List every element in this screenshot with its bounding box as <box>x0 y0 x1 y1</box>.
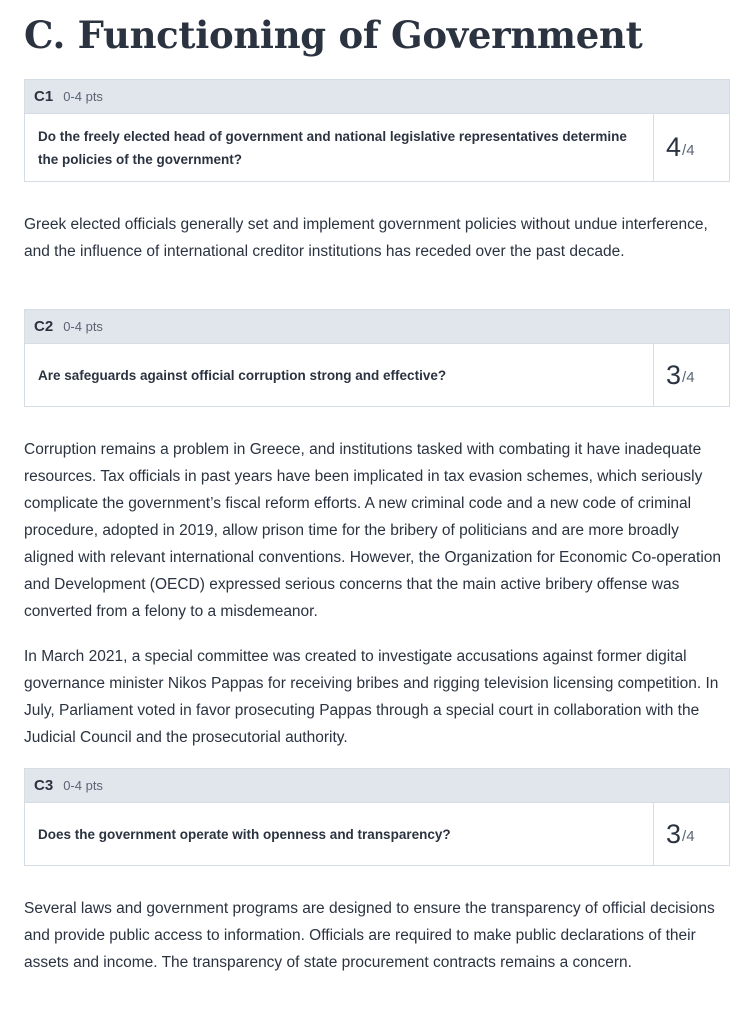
indicator-question: Are safeguards against official corruption strong and effective? <box>25 344 654 406</box>
indicator-c1 <box>24 79 730 182</box>
indicator-points: 0-4 pts <box>63 778 103 793</box>
indicator-c1-paragraph: Greek elected officials generally set and implement government policies without undue interference, and the influence of international creditor institutions has receded over the past decade. <box>24 216 708 260</box>
indicator-code: C2 <box>34 318 54 335</box>
score-max: /4 <box>682 141 695 159</box>
indicator-c2 <box>24 309 730 407</box>
indicator-header <box>25 310 729 343</box>
indicator-points: 0-4 pts <box>63 319 103 334</box>
indicator-c3-paragraph: Several laws and government programs are designed to ensure the transparency of official decisions and provide public access to information. Officials are required to make public declarations of their assets and income. The transparency of state procurement contracts remains a concern. <box>24 900 715 971</box>
indicator-body <box>25 113 729 181</box>
indicator-c3 <box>24 768 730 866</box>
indicator-header <box>25 80 729 113</box>
indicator-body <box>25 343 729 406</box>
indicator-body <box>25 802 729 865</box>
indicator-score <box>654 803 729 865</box>
indicator-points: 0-4 pts <box>63 89 103 104</box>
section-title: C. Functioning of Government <box>24 13 643 57</box>
score-max: /4 <box>682 369 695 386</box>
score-value: 3 <box>666 359 682 390</box>
indicator-question: Does the government operate with openness and transparency? <box>25 803 654 865</box>
indicator-code: C1 <box>34 88 54 105</box>
indicator-c2-paragraph: Corruption remains a problem in Greece, and institutions tasked with combating it have inadequate resources. Tax officials in past years have been implicated in tax evasion schemes, which seriously complicate the government’s fiscal reform efforts. A new criminal code and a new code of criminal procedure, adopted in 2019, allow prison time for the bribery of politicians and are more broadly aligned with relevant international conventions. However, the Organization for Economic Co-operation and Development (OECD) expressed serious concerns that the main active bribery offense was converted from a felony to a misdemeanor. <box>24 441 722 620</box>
indicator-score <box>654 344 729 406</box>
score-value: 3 <box>666 818 682 849</box>
indicator-score <box>654 114 729 181</box>
indicator-code: C3 <box>34 777 54 794</box>
indicator-header <box>25 769 729 802</box>
indicator-c2-paragraph: In March 2021, a special committee was created to investigate accusations against former digital governance minister Nikos Pappas for receiving bribes and rigging television licensing competition. In July, Parliament voted in favor prosecuting Pappas through a special court in collaboration with the Judicial Council and the prosecutorial authority. <box>24 648 719 746</box>
score-max: /4 <box>682 828 695 845</box>
score-value: 4 <box>666 132 682 162</box>
indicator-question: Do the freely elected head of government and national legislative representatives determine the policies of the government? <box>25 114 654 181</box>
